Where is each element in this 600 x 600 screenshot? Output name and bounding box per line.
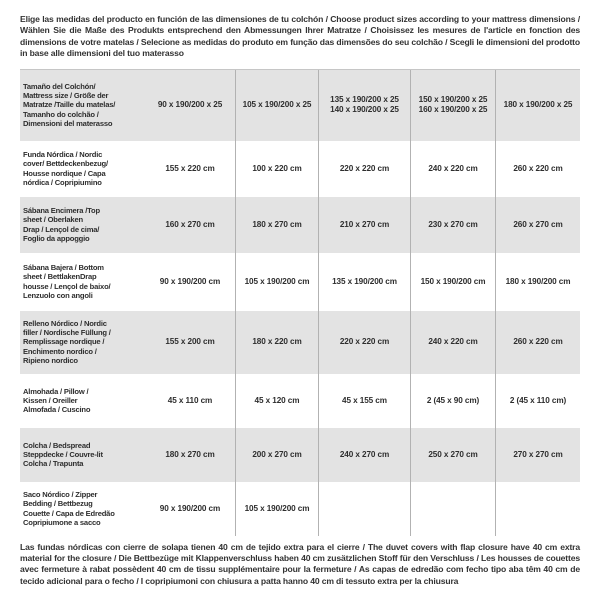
size-cell: 180 x 190/200 x 25 — [495, 70, 580, 141]
size-cell: 210 x 270 cm — [318, 197, 410, 253]
size-cell: 180 x 220 cm — [235, 311, 318, 374]
size-table — [20, 69, 580, 536]
product-label: Sábana Bajera / Bottom sheet / BettlakenDrap housse / Lençol de baixo/ Lenzuolo con angoli — [23, 262, 111, 301]
size-cell — [410, 482, 495, 536]
product-label: Almohada / Pillow / Kissen / Oreiller Almofada / Cuscino — [23, 386, 91, 415]
size-cell: 270 x 270 cm — [495, 428, 580, 482]
size-cell: 155 x 200 cm — [165, 337, 215, 347]
size-cell: 45 x 120 cm — [235, 374, 318, 428]
size-cell: 240 x 270 cm — [318, 428, 410, 482]
table-row-7 — [20, 482, 580, 536]
size-cell: 220 x 220 cm — [318, 311, 410, 374]
size-cell: 90 x 190/200 cm — [159, 276, 221, 286]
size-cell: 180 x 270 cm — [235, 197, 318, 253]
size-cell — [318, 482, 410, 536]
product-label: Colcha / Bedspread Steppdecke / Couvre-lit Colcha / Trapunta — [23, 440, 103, 469]
size-cell: 45 x 110 cm — [167, 395, 213, 405]
table-row-4 — [20, 311, 580, 374]
product-label: Tamaño del Colchón/ Mattress size / Größe der Matratze /Taille du matelas/ Tamanho do colchão / Dimensioni del materasso — [23, 81, 116, 129]
table-row-1 — [20, 141, 580, 197]
size-cell: 180 x 190/200 cm — [495, 253, 580, 311]
size-cell: 260 x 220 cm — [495, 141, 580, 197]
size-cell: 260 x 220 cm — [495, 311, 580, 374]
size-cell: 135 x 190/200 cm — [318, 253, 410, 311]
size-cell: 90 x 190/200 cm — [159, 503, 221, 513]
product-label: Sábana Encimera /Top sheet / Oberlaken Drap / Lençol de cima/ Foglio da appoggio — [23, 205, 100, 244]
size-cell: 105 x 190/200 x 25 — [235, 70, 318, 141]
size-cell: 200 x 270 cm — [235, 428, 318, 482]
size-cell: 90 x 190/200 x 25 — [157, 100, 223, 110]
table-row-3 — [20, 253, 580, 311]
table-row-6 — [20, 428, 580, 482]
size-cell: 2 (45 x 90 cm) — [410, 374, 495, 428]
size-cell: 240 x 220 cm — [410, 141, 495, 197]
size-cell: 155 x 220 cm — [165, 163, 215, 173]
product-label: Relleno Nórdico / Nordic filler / Nordische Füllung / Remplissage nordique / Enchimento nordico / Ripieno nordico — [23, 318, 111, 366]
table-row-2 — [20, 197, 580, 253]
size-cell: 260 x 270 cm — [495, 197, 580, 253]
size-cell: 240 x 220 cm — [410, 311, 495, 374]
product-label: Funda Nórdica / Nordic cover/ Bettdeckenbezug/ Housse nordique / Capa nórdica / Copripiumino — [23, 149, 108, 188]
size-cell: 45 x 155 cm — [318, 374, 410, 428]
size-cell: 105 x 190/200 cm — [235, 253, 318, 311]
size-cell: 2 (45 x 110 cm) — [495, 374, 580, 428]
table-row-5 — [20, 374, 580, 428]
size-cell: 160 x 270 cm — [165, 219, 215, 229]
footnote-text: Las fundas nórdicas con cierre de solapa tienen 40 cm de tejido extra para el cierre / The duvet covers with flap closure have 40 cm extra material for the closure / Die Bettbezüge mit Klappenverschluss haben 40 cm zusätzlichen Stoff für den Verschluss / Les housses de couettes avec fermeture à rabat possèdent 40 cm de tissu supplémentaire pour la fermeture / As capas de edredão com fecho tipo aba têm 40 cm de tecido adicional para o fecho / I copripiumoni con chiusura a patta hanno 40 cm di tessuto extra per la chiusura — [20, 541, 580, 586]
size-cell: 230 x 270 cm — [410, 197, 495, 253]
intro-text: Elige las medidas del producto en función de las dimensiones de tu colchón / Choose product sizes according to your mattress dimensions / Wählen Sie die Maße des Produkts entsprechend den Abmessungen Ihrer Matratze / Choisissez les mesures de l'article en fonction des dimensions de votre matelas / Selecione as medidas do produto em função das dimensões do seu colchão / Scegli le dimensioni del prodotto in base alle dimensioni del tuo materasso — [20, 14, 580, 59]
size-cell: 250 x 270 cm — [410, 428, 495, 482]
size-cell: 220 x 220 cm — [318, 141, 410, 197]
size-cell: 180 x 270 cm — [165, 449, 215, 459]
size-cell: 135 x 190/200 x 25 140 x 190/200 x 25 — [318, 70, 410, 141]
size-cell: 100 x 220 cm — [235, 141, 318, 197]
size-cell: 150 x 190/200 cm — [410, 253, 495, 311]
size-cell — [495, 482, 580, 536]
product-label: Saco Nórdico / Zipper Bedding / Bettbezug Couette / Capa de Edredão Copripiumone a sacco — [23, 489, 115, 528]
table-row-0 — [20, 70, 580, 141]
size-cell: 150 x 190/200 x 25 160 x 190/200 x 25 — [410, 70, 495, 141]
size-cell: 105 x 190/200 cm — [235, 482, 318, 536]
